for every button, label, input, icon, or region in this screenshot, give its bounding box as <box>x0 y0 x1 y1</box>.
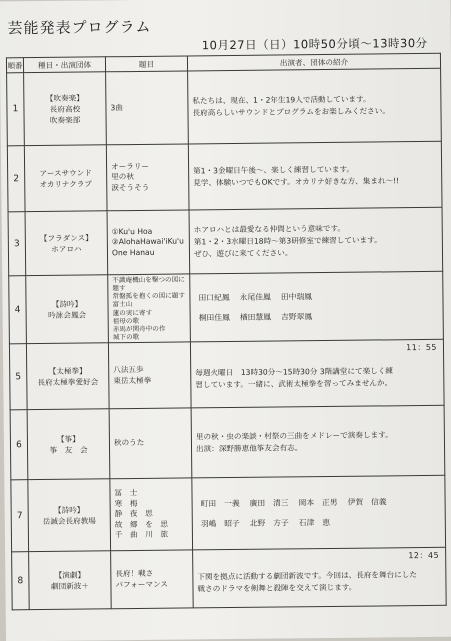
group-line: 【演劇】 <box>54 570 86 580</box>
header-description: 出演者、団体の紹介 <box>187 53 440 71</box>
group-line: アースサウンド <box>39 167 92 178</box>
table-row <box>8 207 443 276</box>
performer-name: 町田 一義 <box>200 498 240 508</box>
performer-description <box>189 207 443 274</box>
group-line: 長府高校 <box>49 104 81 114</box>
program-line: ②AlohaHawai'iKu'u <box>111 236 184 247</box>
performer-name: 岡本 正男 <box>298 497 338 507</box>
description-line: 戦さのドラマを剣舞と殺陣を交えて演じます。 <box>197 582 357 593</box>
performer-name: 田中瑞鳳 <box>280 291 313 301</box>
performer-name: 廣田 清三 <box>249 497 289 508</box>
performer-description <box>193 547 447 608</box>
group-line: 【筝】 <box>56 434 80 444</box>
description-line: 第1・3金曜日午後〜、楽しく練習しています。 <box>193 164 355 175</box>
group-line: 吹奏楽部 <box>49 115 81 125</box>
performer-group <box>26 343 109 410</box>
performer-group <box>25 211 108 276</box>
description-line: ホアロハとは最愛なる仲間という意味です。 <box>193 223 346 234</box>
performer-group <box>28 479 111 552</box>
group-line: 長府太極拳愛好会 <box>37 376 99 387</box>
group-line: 【詩吟】 <box>53 505 85 515</box>
table-row <box>9 339 444 410</box>
program-line: 静 夜 思 <box>114 509 153 519</box>
header-program: 題目 <box>105 56 187 72</box>
time-mark: 12：45 <box>408 550 440 561</box>
table-row <box>7 141 442 212</box>
program-title <box>107 210 190 275</box>
program-line: 秋のうた <box>113 438 145 448</box>
description-line: 見学、体験いつでもOKです。オカリナ好きな方、集まれ〜!! <box>193 175 400 187</box>
program-line: 冨 士 <box>114 488 138 498</box>
program-line: 城下の歌 <box>112 333 140 342</box>
program-line: 長府！戦さ <box>115 568 154 579</box>
performer-group <box>26 275 109 344</box>
group-line: 劇団新波＋ <box>50 581 89 591</box>
table-row <box>12 547 447 610</box>
program-line: One Hanau <box>111 247 155 258</box>
program-line: 涙そうそう <box>111 182 150 193</box>
performer-name: 田口紀鳳 <box>198 292 230 302</box>
group-line: 【詩吟】 <box>51 299 83 309</box>
performer-group <box>29 551 112 610</box>
description-text <box>197 560 445 595</box>
page-title: 芸能発表プログラム <box>7 17 152 38</box>
performer-description <box>192 475 446 550</box>
program-line: 東岳太極拳 <box>113 375 152 385</box>
header-group: 種目・出演団体 <box>23 57 105 73</box>
event-datetime: 10月27日（日）10時50分頃〜13時30分 <box>201 35 428 53</box>
performer-description <box>190 271 444 342</box>
program-line: 富士山 <box>112 300 133 309</box>
description-line: 第1・2・3水曜日18時〜第3研修室で練習しています。 <box>193 234 382 246</box>
row-number: 7 <box>11 480 29 552</box>
group-line: ホアロハ <box>51 244 82 254</box>
program-title <box>108 342 191 409</box>
description-text <box>192 93 440 120</box>
group-line: 【太極拳】 <box>48 366 87 376</box>
description-text <box>196 428 444 455</box>
group-line: 筝 友 会 <box>49 445 88 455</box>
group-line: オカリナクラブ <box>39 178 93 189</box>
performer-description <box>188 68 442 144</box>
description-line: 私たちは、現在、1・2年生19人で活動しています。 <box>192 94 371 106</box>
description-line: 下関を拠点に活動する劇団新波です。今回は、長府を舞台にした <box>197 569 418 581</box>
performer-description <box>188 141 442 210</box>
program-line: 寒 梅 <box>114 498 138 508</box>
program-line: 3曲 <box>110 102 123 113</box>
performer-description <box>190 339 444 408</box>
table-row <box>11 475 446 552</box>
row-number: 5 <box>9 344 27 410</box>
performer-name: 北野 方子 <box>249 517 289 528</box>
performer-name: 羽嶋 昭子 <box>200 518 240 528</box>
group-line: 岳誠会長府教場 <box>42 515 96 526</box>
description-text <box>195 356 443 391</box>
description-text <box>194 221 442 260</box>
row-number: 2 <box>7 146 25 212</box>
performer-name: 吉野翠鳳 <box>280 311 313 321</box>
program-line: 祖母の歌 <box>112 316 140 325</box>
program-line: オーラリー <box>111 161 150 172</box>
performer-name: 永尾佳鳳 <box>239 292 271 302</box>
program-line: 蓮の実に寄す <box>112 308 153 317</box>
program-table <box>6 53 447 611</box>
program-title <box>110 478 193 551</box>
header-order: 順番 <box>6 58 23 73</box>
program-title <box>109 408 192 479</box>
program-line: 千 曲 川 旅 <box>114 529 169 540</box>
program-line: 不識庵機山を撃つの図に題す <box>112 275 185 293</box>
group-line: 吟詠会鳳会 <box>48 310 87 320</box>
description-line: 習しています。一緒に、武術太極拳を習ってみませんか。 <box>195 377 393 389</box>
description-line: ぜひ、遊びに来てください。 <box>193 247 293 258</box>
performer-names <box>197 495 445 530</box>
performer-description <box>191 405 445 478</box>
table-row <box>10 405 445 480</box>
row-number: 3 <box>8 212 26 276</box>
performer-name: 伊賀 信義 <box>347 496 387 507</box>
description-line: 里の秋・虫の楽談・村祭の三曲をメドレーで演奏します。 <box>195 429 393 441</box>
program-title <box>106 144 189 211</box>
time-mark: 11：55 <box>406 342 438 353</box>
program-line: 赤馬が関舟中の作 <box>112 324 166 334</box>
program-title <box>111 550 194 609</box>
performer-name: 石津 恵 <box>298 517 331 527</box>
performer-group <box>24 72 107 146</box>
table-row <box>9 271 444 344</box>
program-line: ①Ku'u Hoa <box>111 226 153 237</box>
description-line: 長府高らしいサウンドとプログラムをお楽しみください。 <box>192 106 390 118</box>
program-line: 故 郷 を 思 <box>114 519 169 529</box>
table-row <box>7 68 442 146</box>
performer-name: 桐田佳鳳 <box>198 312 230 322</box>
group-line: 【フラダンス】 <box>39 232 93 243</box>
performer-group <box>24 145 107 212</box>
program-title <box>106 71 189 145</box>
performer-group <box>27 409 110 480</box>
row-number: 4 <box>9 276 27 344</box>
group-line: 【吹奏楽】 <box>45 93 84 103</box>
performer-name: 楢田慧鳳 <box>239 312 272 322</box>
program-line: 里の秋 <box>111 172 135 182</box>
description-text <box>193 162 441 189</box>
row-number: 8 <box>12 552 30 610</box>
row-number: 6 <box>10 410 28 480</box>
program-line: 八法五歩 <box>113 364 144 375</box>
program-line: パフォーマンス <box>115 579 169 589</box>
row-number: 1 <box>7 73 25 146</box>
description-line: 出演：深野勝恵他筝友会有志。 <box>195 442 303 453</box>
description-line: 毎週火曜日 13時30分〜15時30分 3階講堂にて楽しく練 <box>195 365 394 377</box>
program-title <box>108 274 191 343</box>
program-line: 常盤孤を抱くの図に題す <box>112 291 186 301</box>
performer-names <box>194 289 442 324</box>
